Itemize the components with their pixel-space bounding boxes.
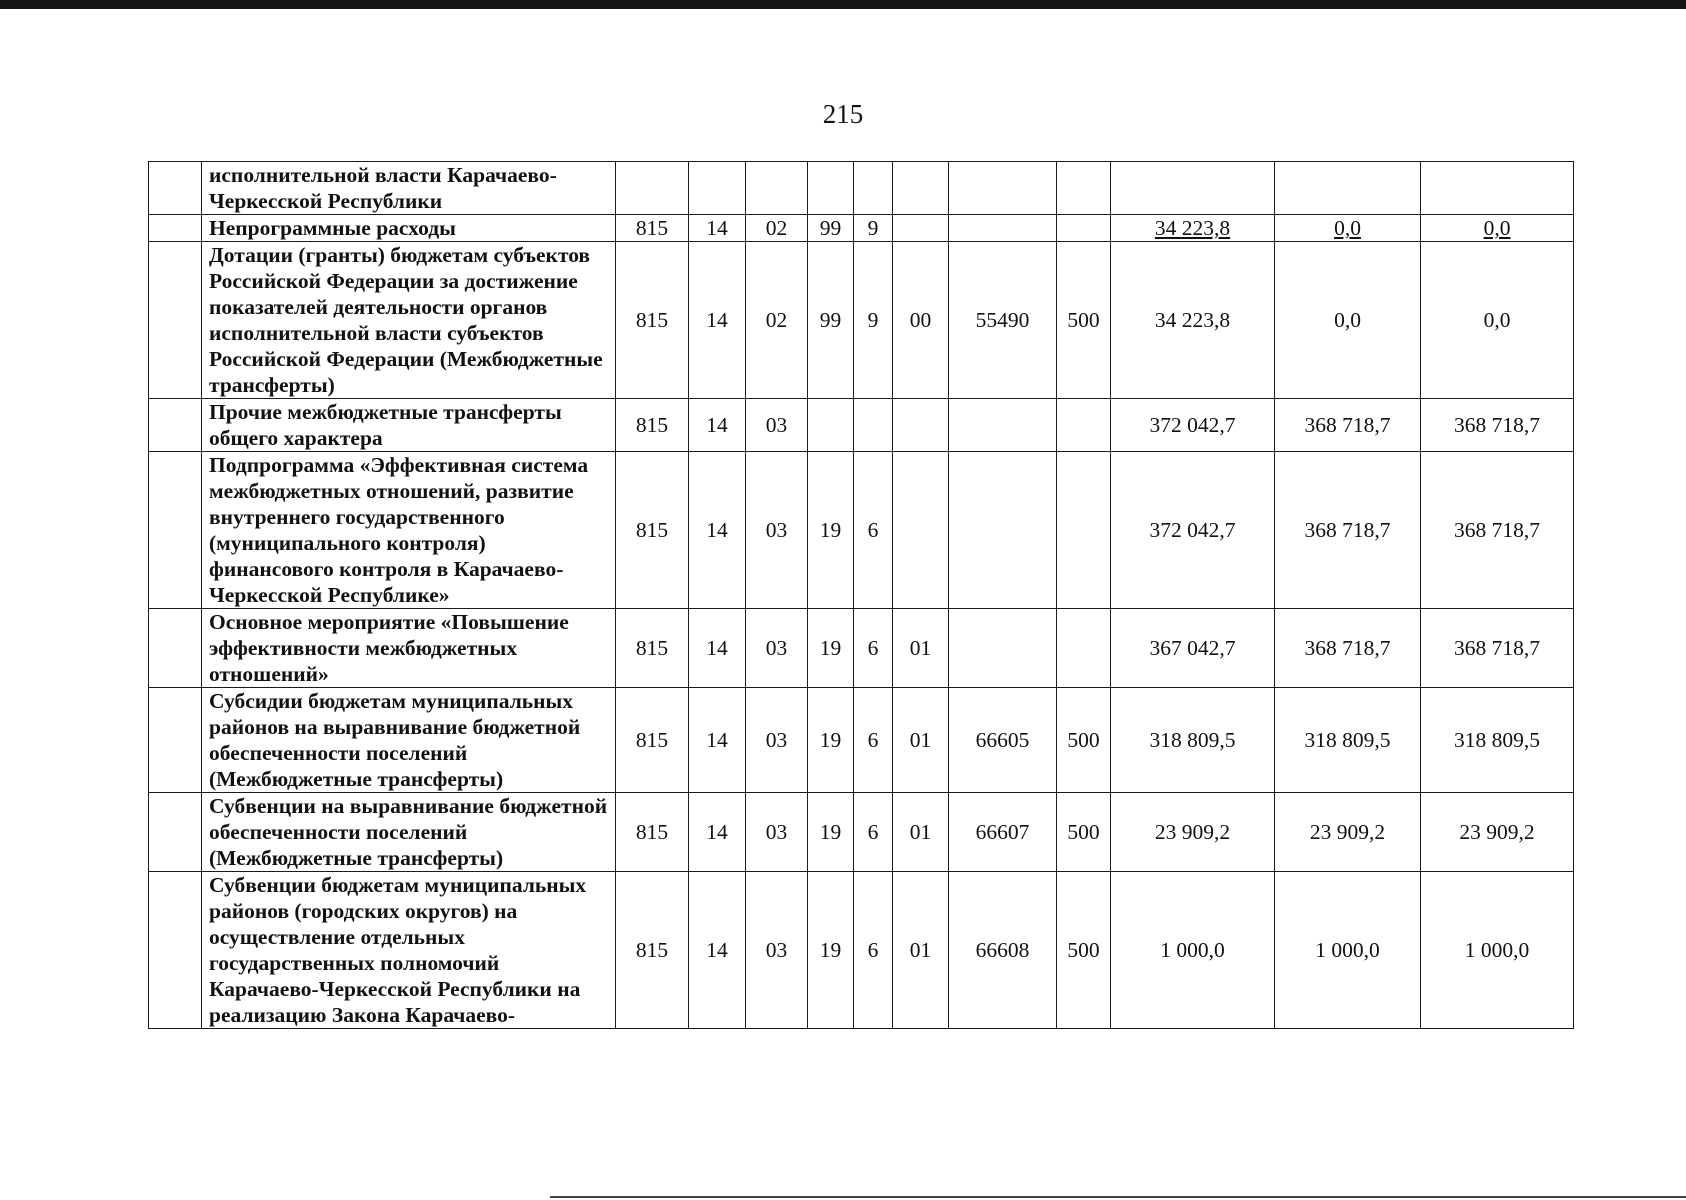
code-admin: 815 [616, 793, 689, 872]
budget-table [148, 161, 1574, 1029]
code-subprogram [854, 399, 893, 452]
code-direction: 66607 [949, 793, 1057, 872]
code-section [689, 162, 746, 215]
code-subprogram: 6 [854, 872, 893, 1029]
row-name: Основное мероприятие «Повышение эффективности межбюджетных отношений» [202, 609, 616, 688]
code-activity: 01 [893, 688, 949, 793]
table-row [149, 609, 1574, 688]
code-subprogram: 6 [854, 609, 893, 688]
code-subprogram: 6 [854, 688, 893, 793]
code-direction [949, 452, 1057, 609]
code-activity [893, 162, 949, 215]
code-subprogram [854, 162, 893, 215]
code-subprogram: 6 [854, 452, 893, 609]
amount-year-1: 372 042,7 [1111, 452, 1275, 609]
code-program: 99 [808, 242, 854, 399]
code-direction: 66608 [949, 872, 1057, 1029]
code-subprogram: 9 [854, 215, 893, 242]
code-section: 14 [689, 215, 746, 242]
row-index-cell [149, 162, 202, 215]
row-index-cell [149, 793, 202, 872]
code-expense-type [1057, 452, 1111, 609]
row-index-cell [149, 872, 202, 1029]
code-subsection: 02 [746, 215, 808, 242]
amount-year-1: 1 000,0 [1111, 872, 1275, 1029]
amount-year-3 [1421, 215, 1574, 242]
row-name: Непрограммные расходы [202, 215, 616, 242]
code-direction: 66605 [949, 688, 1057, 793]
row-name: Подпрограмма «Эффективная система межбюджетных отношений, развитие внутреннего государственного (муниципального контроля) финансового контроля в Карачаево-Черкесской Республике» [202, 452, 616, 609]
code-program: 19 [808, 793, 854, 872]
table-row [149, 872, 1574, 1029]
code-direction [949, 609, 1057, 688]
amount-year-2 [1275, 162, 1421, 215]
code-expense-type [1057, 609, 1111, 688]
amount-value: 0,0 [1334, 216, 1361, 240]
table-row [149, 162, 1574, 215]
code-admin: 815 [616, 609, 689, 688]
code-admin [616, 162, 689, 215]
row-name: Субвенции бюджетам муниципальных районов (городских округов) на осуществление отдельных государственных полномочий Карачаево-Черкесской Республики на реализацию Закона Карачаево- [202, 872, 616, 1029]
row-index-cell [149, 215, 202, 242]
amount-year-3: 1 000,0 [1421, 872, 1574, 1029]
code-subsection: 03 [746, 688, 808, 793]
bottom-scan-border [550, 1196, 1686, 1198]
row-name: Прочие межбюджетные трансферты общего характера [202, 399, 616, 452]
row-index-cell [149, 609, 202, 688]
code-admin: 815 [616, 242, 689, 399]
amount-year-3: 368 718,7 [1421, 399, 1574, 452]
row-name: исполнительной власти Карачаево-Черкесской Республики [202, 162, 616, 215]
amount-year-1: 34 223,8 [1111, 242, 1275, 399]
code-expense-type [1057, 215, 1111, 242]
table-row [149, 452, 1574, 609]
code-section: 14 [689, 872, 746, 1029]
row-index-cell [149, 452, 202, 609]
code-expense-type: 500 [1057, 793, 1111, 872]
amount-year-2: 318 809,5 [1275, 688, 1421, 793]
code-expense-type [1057, 399, 1111, 452]
code-section: 14 [689, 242, 746, 399]
code-activity [893, 399, 949, 452]
page-number: 215 [822, 99, 864, 129]
code-direction [949, 215, 1057, 242]
amount-year-1: 23 909,2 [1111, 793, 1275, 872]
code-program: 19 [808, 609, 854, 688]
amount-year-1 [1111, 162, 1275, 215]
amount-value: 0,0 [1483, 216, 1511, 240]
code-direction [949, 399, 1057, 452]
code-section: 14 [689, 793, 746, 872]
code-expense-type: 500 [1057, 872, 1111, 1029]
amount-year-1 [1111, 215, 1275, 242]
amount-year-1: 367 042,7 [1111, 609, 1275, 688]
code-subsection: 03 [746, 452, 808, 609]
code-activity: 01 [893, 609, 949, 688]
code-expense-type: 500 [1057, 688, 1111, 793]
code-program [808, 399, 854, 452]
code-direction: 55490 [949, 242, 1057, 399]
code-program [808, 162, 854, 215]
code-expense-type [1057, 162, 1111, 215]
amount-year-2 [1275, 215, 1421, 242]
code-subsection: 03 [746, 609, 808, 688]
row-name: Субвенции на выравнивание бюджетной обеспеченности поселений (Межбюджетные трансферты) [202, 793, 616, 872]
amount-year-3: 23 909,2 [1421, 793, 1574, 872]
code-program: 19 [808, 688, 854, 793]
code-activity: 00 [893, 242, 949, 399]
code-subsection: 03 [746, 872, 808, 1029]
code-section: 14 [689, 688, 746, 793]
code-program: 19 [808, 452, 854, 609]
amount-year-2: 368 718,7 [1275, 399, 1421, 452]
table-row [149, 215, 1574, 242]
amount-year-2: 368 718,7 [1275, 609, 1421, 688]
code-subsection: 02 [746, 242, 808, 399]
code-admin: 815 [616, 872, 689, 1029]
amount-year-2: 368 718,7 [1275, 452, 1421, 609]
amount-year-2: 1 000,0 [1275, 872, 1421, 1029]
amount-year-1: 318 809,5 [1111, 688, 1275, 793]
code-subsection [746, 162, 808, 215]
table-body [149, 162, 1574, 1029]
code-admin: 815 [616, 215, 689, 242]
code-activity: 01 [893, 793, 949, 872]
code-subprogram: 6 [854, 793, 893, 872]
amount-year-2: 23 909,2 [1275, 793, 1421, 872]
top-scan-border [0, 0, 1686, 9]
code-section: 14 [689, 399, 746, 452]
code-section: 14 [689, 452, 746, 609]
row-index-cell [149, 688, 202, 793]
row-index-cell [149, 242, 202, 399]
code-activity: 01 [893, 872, 949, 1029]
amount-year-3: 368 718,7 [1421, 452, 1574, 609]
amount-year-2: 0,0 [1275, 242, 1421, 399]
code-expense-type: 500 [1057, 242, 1111, 399]
amount-year-3: 0,0 [1421, 242, 1574, 399]
code-admin: 815 [616, 688, 689, 793]
code-admin: 815 [616, 399, 689, 452]
row-name: Субсидии бюджетам муниципальных районов на выравнивание бюджетной обеспеченности поселений (Межбюджетные трансферты) [202, 688, 616, 793]
table-row [149, 242, 1574, 399]
code-activity [893, 452, 949, 609]
code-activity [893, 215, 949, 242]
code-subprogram: 9 [854, 242, 893, 399]
code-admin: 815 [616, 452, 689, 609]
code-program: 19 [808, 872, 854, 1029]
table-row [149, 793, 1574, 872]
table-row [149, 688, 1574, 793]
code-direction [949, 162, 1057, 215]
row-index-cell [149, 399, 202, 452]
code-subsection: 03 [746, 793, 808, 872]
amount-year-3 [1421, 162, 1574, 215]
amount-year-3: 368 718,7 [1421, 609, 1574, 688]
code-section: 14 [689, 609, 746, 688]
row-name: Дотации (гранты) бюджетам субъектов Российской Федерации за достижение показателей деятельности органов исполнительной власти субъектов Российской Федерации (Межбюджетные трансферты) [202, 242, 616, 399]
amount-year-3: 318 809,5 [1421, 688, 1574, 793]
code-subsection: 03 [746, 399, 808, 452]
amount-year-1: 372 042,7 [1111, 399, 1275, 452]
table-row [149, 399, 1574, 452]
amount-value: 34 223,8 [1154, 216, 1231, 240]
code-program: 99 [808, 215, 854, 242]
